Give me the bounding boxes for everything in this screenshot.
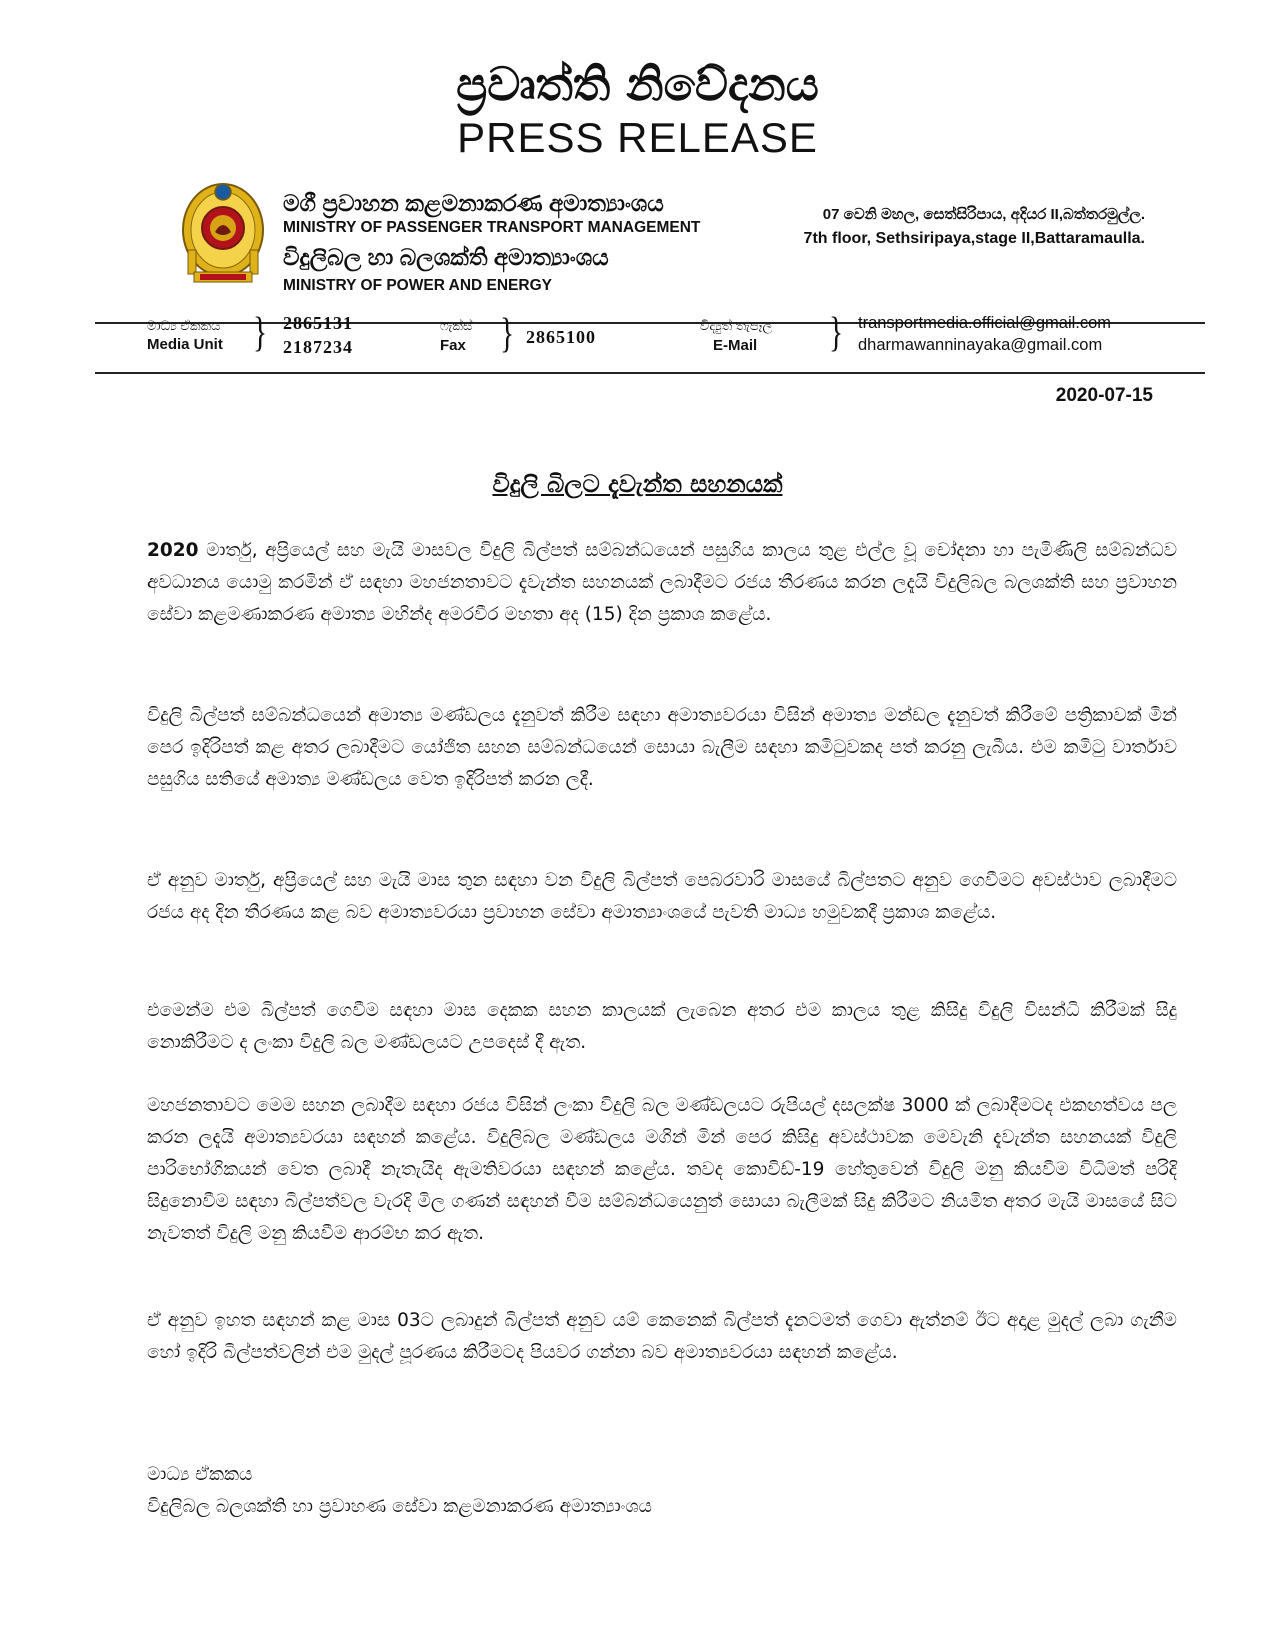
media-unit-label-sinhala: මාධ්‍ය ඒකකය [147,318,221,333]
paragraph-1-text: මාර්තු, අප්‍රියෙල් සහ මැයි මාසවල විදුලි බිල්පත් සම්බන්ධයෙන් පසුගිය කාලය තුළ එල්ල වූ චෝදනා හා පැමිණිලි සම්බන්ධව අවධානය යොමු කරමින් ඒ සඳහා මහජනතාවට දැවැන්ත සහනයක් ලබාදීමට රජය තීරණය කරන ලදැයි විදුලිබල බලශක්ති සහ ප්‍රවාහන සේවා කළමණාකරණ අමාත්‍ය මහින්ද අමරවීර මහතා අද (15) දින ප්‍රකාශ කළේය. [147,540,1177,625]
media-unit-label: Media Unit [147,336,223,353]
address-english: 7th floor, Sethsiripaya,stage II,Battaramaulla. [803,230,1145,247]
paragraph-1-year: 2020 [147,540,199,561]
fax-label: Fax [440,337,466,354]
email-label: E-Mail [713,337,758,354]
address-sinhala: 07 වෙනි මහල, සෙත්සිරිපාය, අදියර II,බත්තරමුල්ල. [822,206,1145,223]
email-address-1[interactable]: transportmedia.official@gmail.com [858,314,1112,332]
paragraph-4: එමෙන්ම එම බිල්පත් ගෙවීම සඳහා මාස දෙකක සහන කාලයක් ලැබෙන අතර එම කාලය තුළ කිසිදු විදුලි විසන්ධි කිරීමක් සිදු නොකිරීමට ද ලංකා විදුලි බල මණ්ඩලයට උපදෙස් දී ඇත. [147,1000,1177,1053]
media-phone-1: 2865131 [283,313,353,333]
paragraph-2: විදුලි බිල්පත් සම්බන්ධයෙන් අමාත්‍ය මණ්ඩලය දැනුවත් කිරීම සඳහා අමාත්‍යවරයා විසින් අමාත්‍ය මන්ඩල දැනුවත් කිරීමේ පත්‍රිකාවක් මින් පෙර ඉදිරිපත් කළ අතර ලබාදීමට යෝජිත සහන සම්බන්ධයෙන් සොයා බැලීම සඳහා කමිටුවකද පත් කරනු ලැබීය. එම කමිටු වාර්තාව පසුගිය සතියේ අමාත්‍ය මණ්ඩලය වෙත ඉදිරිපත් කරන ලදී. [147,705,1177,790]
paragraph-1 [147,535,1177,631]
ministry-power-sinhala: විදුලිබල හා බලශක්ති අමාත්‍යාංශය [283,244,609,270]
ministry-power-english: MINISTRY OF POWER AND ENERGY [283,277,552,294]
government-emblem-icon [180,180,266,288]
signature-ministry: විදුලිබල බලශක්ති හා ප්‍රවාහණ සේවා කළමනාකරණ අමාත්‍යාංශය [147,1496,652,1517]
title-english: PRESS RELEASE [457,114,818,161]
email-address-2[interactable]: dharmawanninayaka@gmail.com [858,336,1103,354]
ministry-transport-sinhala: මගී ප්‍රවාහන කළමනාකරණ අමාත්‍යාංශය [283,190,664,216]
fax-label-sinhala: ෆැක්ස් [440,318,473,333]
paragraph-6: ඒ අනුව ඉහත සඳහන් කළ මාස 03ට ලබාදුන් බිල්පත් අනුව යම් කෙනෙක් බිල්පත් දැනටමත් ගෙවා ඇත්නම් ඊට අදාළ මුදල් ලබා ගැනීම හෝ ඉදිරි බිල්පත්වලින් එම මුදල් පූරණය කිරීමටද පියවර ගන්නා බව අමාත්‍යවරයා සඳහන් කළේය. [147,1310,1177,1363]
signature-unit: මාධ්‍ය ඒකකය [147,1464,253,1485]
headline: විදුලි බිලට දැවැන්ත සහනයක් [492,470,783,498]
email-label-sinhala: විද්‍යුත් තැපෑල [700,318,773,333]
paragraph-5: මහජනතාවට මෙම සහන ලබාදීම සඳහා රජය විසින් ලංකා විදුලි බල මණ්ඩලයට රුපියල් දසලක්ෂ 3000 ක් ලබාදීමටද එකඟත්වය පල කරන ලදැයි අමාත්‍යවරයා සඳහන් කළේය. විදුලිබල මණ්ඩලය මගින් මින් පෙර කිසිදු අවස්ථාවක මෙවැනි දැවැන්ත සහනයක් විදුලි පාරිභෝගිකයන් වෙත ලබාදී නැතැයිද ඇමතිවරයා සඳහන් කළේය. තවද කොවිඩ්-19 හේතුවෙන් විදුලි මනු කියවීම විධිමත් පරිදි සිදුනොවීම සඳහා බිල්පත්වල වැරදි මිල ගණන් සඳහන් වීම සම්බන්ධයෙනුත් සොයා බැලීමක් සිදු කිරීමට නියමිත අතර මැයි මාසයේ සිට නැවතත් විදුලි මනු කියවීම ආරම්භ කර ඇත. [147,1095,1177,1244]
title-sinhala: ප්‍රවෘත්ති නිවේදනය [456,57,819,111]
media-phone-2: 2187234 [283,337,353,357]
paragraph-3: ඒ අනුව මාර්තු, අප්‍රියෙල් සහ මැයි මාස තුන සඳහා වන විදුලි බිල්පත් පෙබරවාරි මාසයේ බිල්පතට අනුව ගෙවීමට අවස්ථාව ලබාදීමට රජය අද දින තීරණය කළ බව අමාත්‍යවරයා ප්‍රවාහන සේවා අමාත්‍යාංශයේ පැවති මාධ්‍ය හමුවකදී ප්‍රකාශ කළේය. [147,870,1177,923]
brace-fax: } [500,311,515,357]
ministry-transport-english: MINISTRY OF PASSENGER TRANSPORT MANAGEMENT [283,219,701,236]
release-date: 2020-07-15 [1055,385,1153,406]
fax-number: 2865100 [526,327,596,347]
brace-media: } [253,310,268,356]
divider-bottom [95,372,1205,374]
brace-email: } [829,310,844,356]
